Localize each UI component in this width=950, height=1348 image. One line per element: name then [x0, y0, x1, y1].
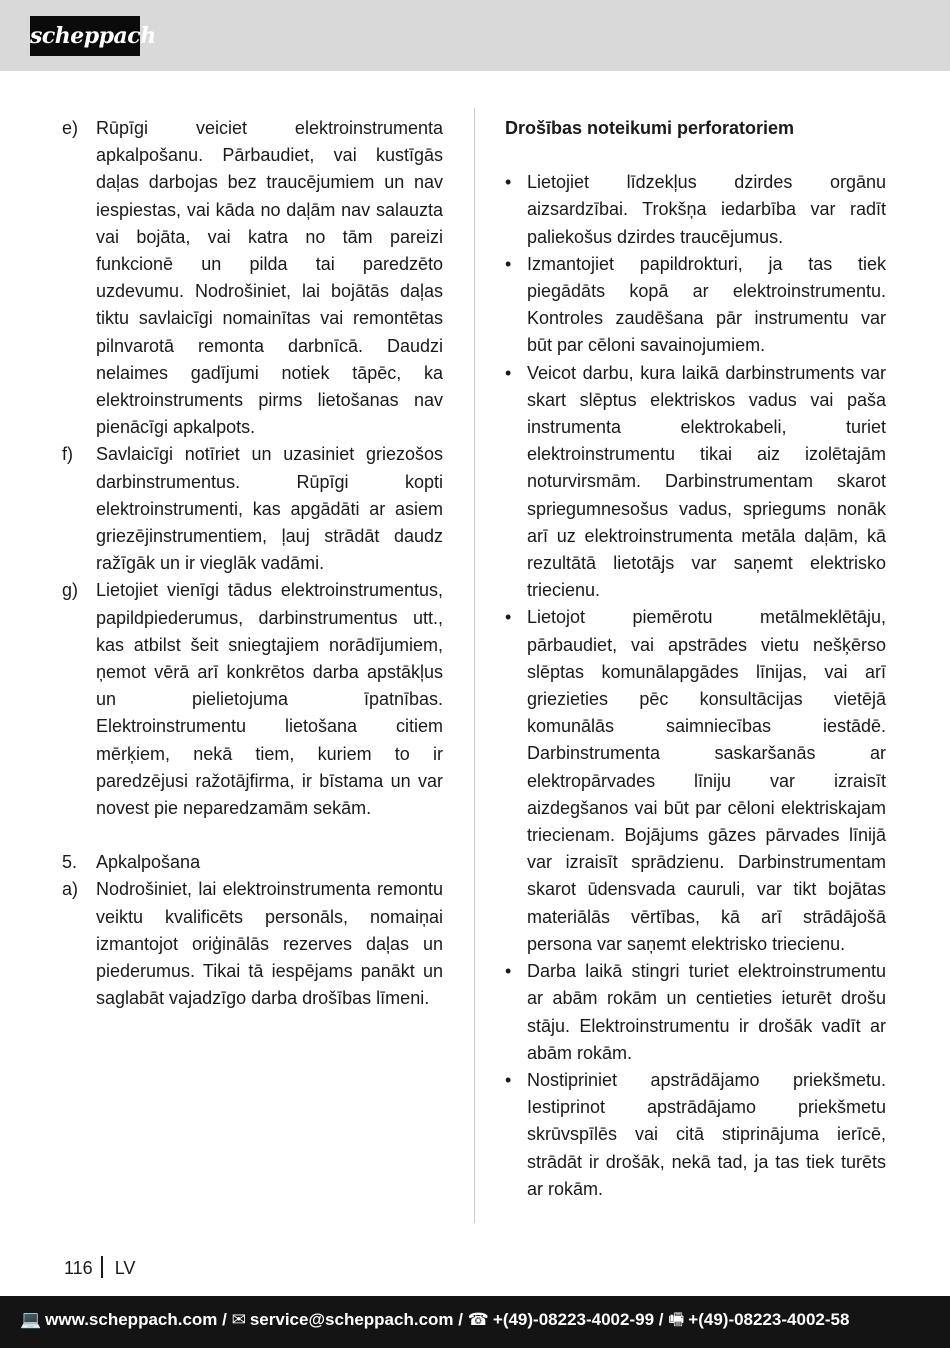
mail-icon: ✉ — [231, 1310, 246, 1330]
page-header — [0, 0, 950, 71]
bullet-item — [505, 958, 886, 1067]
fax-icon: 🖷 — [668, 1310, 685, 1330]
footer-separator — [101, 1256, 103, 1278]
language-code: LV — [114, 1258, 136, 1278]
page-footer — [64, 1256, 135, 1280]
bullet-marker: • — [505, 1069, 512, 1090]
bullet-item-text: Lietojiet līdzekļus dzirdes orgānu aizsardzībai. Trokšņa iedarbība var radīt paliekošus dzirdes traucējumus. — [527, 172, 886, 247]
bullet-item — [505, 251, 886, 360]
fax-number: +(49)-08223-4002-58 — [688, 1310, 850, 1329]
right-column — [505, 115, 886, 1203]
bullet-item — [505, 169, 886, 251]
brand-logo: scheppach — [30, 16, 140, 56]
list-marker: g) — [62, 580, 79, 601]
bullet-marker: • — [505, 961, 512, 982]
bullet-item — [505, 604, 886, 958]
spacer — [62, 822, 443, 849]
bullet-item — [505, 1067, 886, 1203]
list-item — [62, 441, 443, 577]
list-item-text: Savlaicīgi notīriet un uzasiniet griezošos darbinstrumentus. Rūpīgi kopti elektroinstrumenti, kas apgādāti ar asiem griezējinstrumentiem, ļauj strādāt daudz ražīgāk un ir vieglāk vadāmi. — [96, 444, 443, 574]
section-heading — [62, 849, 443, 876]
list-item-text: Nodrošiniet, lai elektroinstrumenta remontu veiktu kvalificēts personāls, nomaiņai izmantojot oriģinālās rezerves daļas un piederumus. Tikai tā iespējams panākt un saglabāt vajadzīgo darba drošības līmeni. — [96, 879, 443, 1009]
section-title: Apkalpošana — [96, 852, 201, 873]
email-link[interactable]: service@scheppach.com — [249, 1310, 454, 1329]
computer-icon: 💻 — [20, 1310, 42, 1330]
section-heading: Drošības noteikumi perforatoriem — [505, 118, 795, 138]
bullet-item — [505, 360, 886, 605]
bullet-item-text: Veicot darbu, kura laikā darbinstruments var skart slēptus elektriskos vadus vai paša instrumenta elektrokabeli, turiet elektroinstrumentu tikai aiz izolētajām noturvirsmām. Darbinstrumentam skarot spriegumnesošus vadus, spriegums nonāk arī uz elektroinstrumenta metāla daļām, kā rezultātā lietotājs var saņemt elektrisko triecienu. — [527, 362, 886, 601]
bullet-item-text: Izmantojiet papildrokturi, ja tas tiek piegādāts kopā ar elektroinstrumentu. Kontroles zaudēšana pār instrumentu var būt par cēloni savainojumiem. — [527, 253, 886, 356]
separator: / — [453, 1310, 468, 1329]
phone-icon: ☎ — [467, 1310, 489, 1330]
spacer — [505, 142, 886, 169]
list-marker: a) — [62, 879, 79, 900]
bullet-marker: • — [505, 172, 512, 193]
list-item — [62, 577, 443, 822]
list-item — [62, 876, 443, 1012]
left-column — [62, 115, 443, 1013]
bullet-marker: • — [505, 362, 512, 383]
list-marker: f) — [62, 444, 73, 465]
column-divider — [474, 108, 475, 1223]
bullet-item-text: Nostipriniet apstrādājamo priekšmetu. Iestiprinot apstrādājamo priekšmetu skrūvspīlēs vai citā stiprinājuma ierīcē, strādāt ir drošāk, nekā tad, ja tas tiek turēts ar rokām. — [527, 1069, 886, 1199]
list-marker: e) — [62, 118, 79, 138]
section-number: 5. — [62, 852, 78, 873]
bullet-marker: • — [505, 253, 512, 274]
phone-number[interactable]: +(49)-08223-4002-99 — [492, 1310, 655, 1329]
separator: / — [217, 1310, 232, 1329]
page-number: 116 — [64, 1258, 93, 1278]
contact-bar — [0, 1296, 950, 1348]
bullet-item-text: Darba laikā stingri turiet elektroinstrumentu ar abām rokām un centieties ieturēt drošu stāju. Elektroinstrumentu ir drošāk vadīt ar abām rokām. — [527, 961, 886, 1063]
list-item — [62, 115, 443, 441]
list-item-text: Rūpīgi veiciet elektroinstrumenta apkalpošanu. Pārbaudiet, vai kustīgās daļas darbojas bez traucējumiem un nav iespiestas, vai kāda no daļām nav salauzta vai bojāta, vai katra no tām pareizi funkcionē un pilda tai paredzēto uzdevumu. Nodrošiniet, lai bojātās daļas tiktu savlaicīgi nomainītas vai remontētas pilnvarotā remonta darbnīcā. Daudzi nelaimes gadījumi notiek tāpēc, ka elektroinstruments pirms lietošanas nav pienācīgi apkalpots. — [96, 118, 443, 438]
list-item-text: Lietojiet vienīgi tādus elektroinstrumentus, papildpiederumus, darbinstrumentus utt., kas atbilst šeit sniegtajiem norādījumiem, ņemot vērā arī konkrētos darba apstākļus un pielietojuma īpatnības. Elektroinstrumentu lietošana citiem mērķiem, nekā tiem, kuriem to ir paredzējusi ražotājfirma, ir bīstama un var novest pie neparedzamām sekām. — [96, 580, 443, 819]
separator: / — [654, 1310, 669, 1329]
bullet-marker: • — [505, 607, 512, 628]
website-link[interactable]: www.scheppach.com — [45, 1310, 218, 1329]
bullet-item-text: Lietojot piemērotu metālmeklētāju, pārbaudiet, vai apstrādes vietu nešķērso slēptas komunālapgādes līnijas, vai arī griezieties pēc konsultācijas vietējā komunālās saimniecības iestādē. Darbinstrumenta saskaršanās ar elektropārvades līniju var izraisīt aizdegšanos vai būt par cēloni elektriskajam triecienam. Bojājums gāzes pārvades līnijā var izraisīt sprādzienu. Darbinstrumentam skarot ūdensvada cauruli, var tikt bojātas materiālās vērtības, kā arī strādājošā persona var saņemt elektrisko triecienu. — [527, 607, 886, 954]
